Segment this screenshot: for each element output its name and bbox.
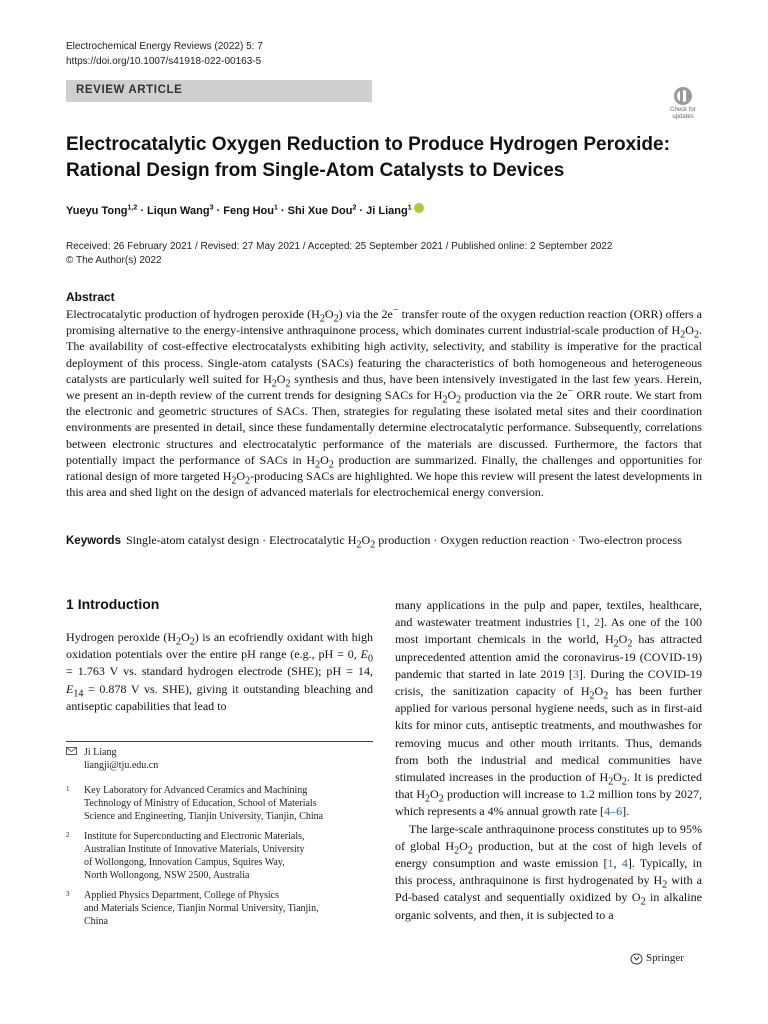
author-name: Feng Hou (223, 205, 274, 217)
publication-dates: Received: 26 February 2021 / Revised: 27 May 2021 / Accepted: 25 September 2021 / Published online: 2 September 2022 © The Author(s) 2022 (66, 241, 613, 266)
publisher-name: Springer (646, 952, 684, 964)
citation-link[interactable]: 4 (621, 856, 628, 871)
author-name: Shi Xue Dou (287, 205, 353, 217)
doi-link[interactable]: https://doi.org/10.1007/s41918-022-00163-5 (66, 56, 262, 67)
intro-paragraph-2: The large-scale anthraquinone process constitutes up to 95% of global $H_2O_2$ production, but at the cost of high levels of energy consumption and waste emission [1, 4]. Typically, in this process, anthraquinone is first hydrogenated by $H_2$ with a Pd-based catalyst and sequentially oxidized by $O_2$ in alkaline organic solvents, and then, it is subjected to a (395, 821, 703, 922)
keywords-label: Keywords (66, 535, 121, 547)
journal-citation: Electrochemical Energy Reviews (2022) 5: 7 (66, 41, 263, 52)
citation-link[interactable]: 1 (607, 856, 614, 871)
paper-title (66, 132, 686, 184)
author-list: Yueyu Tong$^{1,2}$ · Liqun Wang$^3$ · Feng Hou$^1$ · Shi Xue Dou$^2$ · Ji Liang$^1$ (66, 203, 424, 217)
section-heading: 1 Introduction (66, 596, 160, 612)
citation-link[interactable]: 2 (593, 615, 601, 630)
citation-link[interactable]: 3 (572, 666, 579, 681)
intro-right-column (395, 597, 702, 924)
citation-link[interactable]: 4–6 (604, 804, 623, 819)
mail-icon (66, 747, 77, 755)
intro-paragraph-1: many applications in the pulp and paper, textiles, healthcare, and wastewater treatment industries [1, 2]. As one of the 100 most important chemicals in the world, $H_2O_2$ has attracted unprecedented attention amid the coronavirus-19 (COVID-19) pandemic that started in late 2019 [3]. During the COVID-19 crisis, the sanitization capacity of $H_2O_2$ has been further applied for various personal hygiene needs, such as in first-aid kits for minor cuts, antiseptic treatments, and mouthwashes for removing mucus and other mouth irritants. Thus, demands from both the industrial and medical communities have stimulated increases in the production of $H_2O_2$. It is predicted that $H_2O_2$ production will increase to 1.2 million tons by 2027, which represents a 4% annual growth rate [4–6]. (395, 598, 702, 819)
paper-page: Electrochemical Energy Reviews (2022) 5: 7 https://doi.org/10.1007/s41918-022-00163-5 REVIEW ARTICLE Check for updates Electrocatalytic Oxygen Reduction to Produce Hydrogen Peroxide: Rational Design from Single-Atom Catalysts to Devices Yueyu Tong$^{1,2}$ · Liqun Wang$^3$ · Feng Hou$^1$ · Shi Xue Dou$^2$ · Ji Liang$^1$ Received: 26 February 2021 / Revised: 27 May 2021 / Accepted: 25 September 2021 / Published online: 2 September 2022 © The Author(s) 2022 Abstract Electrocatalytic production of hydrogen peroxide $(H_2O_2)$ via the 2e− transfer route of the oxygen reduction reaction (ORR) offers a promising alternative to the energy-intensive anthraquinone process, which dominates current industrial-scale production of $H_2O_2$. The availability of cost-effective electrocatalysts exhibiting high activity, selectivity, and stability is imperative for the practical deployment of this process. Single-atom catalysts (SACs) featuring the characteristics of both homogeneous and heterogeneous catalysts are particularly well suited for $H_2O_2$ synthesis and thus, have been intensively investigated in the last few years. Herein, we present an in-depth review of the current trends for designing SACs for $H_2O_2$ production via the 2e− ORR route. We start from the electronic and geometric structures of SACs. Then, strategies for regulating these isolated metal sites and their coordination environments are presented in detail, since these fundamentally determine electrocatalytic performance. Subsequently, correlations between electronic structures and electrocatalytic performance of the materials are discussed. Furthermore, the factors that potentially impact the performance of SACs in $H_2O_2$ production are summarized. Finally, the challenges and opportunities for rational design of more targeted $H_2O_2$-producing SACs are highlighted. We hope this review will present the latest developments in this area and shed light on the design of advanced materials for electrochemical energy conversion. Keywords Single-atom catalyst design · Electrocatalytic $H_2O_2$ production · Oxygen reduction reaction · Two-electron process 1 Introduction Hydrogen peroxide $(H_2O_2)$ is an ecofriendly oxidant with high oxidation potentials over the entire pH range (e.g., pH = 0, $E_0 = 1.763$ V vs. standard hydrogen electrode (SHE); pH = 14, $E_{14} = 0.878$ V vs. SHE), giving it outstanding bleaching and antiseptic capabilities that lead to Ji Liang liangji@tju.edu.cn 1 Key Laboratory for Advanced Ceramics and Machining Technology of Ministry of Education, School of Materials Science and Engineering, Tianjin University, Tianjin, China 2 Institute for Superconducting and Electronic Materials, Australian Institute of Innovative Materials, University of Wollongong, Innovation Campus, Squires Way, North Wollongong, NSW 2500, Australia 3 Applied Physics Department, College of Physics and Materials Science, Tianjin Normal University, Tianjin, China many applications in the pulp and paper, textiles, healthcare, and wastewater treatment industries [1, 2]. As one of the 100 most important chemicals in the world, $H_2O_2$ has attracted unprecedented attention amid the coronavirus-19 (COVID-19) pandemic that started in late 2019 [3]. During the COVID-19 crisis, the sanitization capacity of $H_2O_2$ has been further applied for various personal hygiene needs, such as in first-aid kits for minor cuts, antiseptic treatments, and mouthwashes for removing mucus and other mouth irritants. Thus, demands from both the industrial and medical communities have stimulated increases in the production of $H_2O_2$. It is predicted that $H_2O_2$ production will increase to 1.2 million tons by 2027, which represents a 4% annual growth rate [4–6]. The large-scale anthraquinone process constitutes up to 95% of global $H_2O_2$ production, but at the cost of high levels of energy consumption and waste emission [1, 4]. Typically, in this process, anthraquinone is first hydrogenated by $H_2$ with a Pd-based catalyst and sequentially oxidized by $O_2$ in alkaline organic solvents, and then, it is subjected to a Springer (66, 41, 703, 964)
citation-link[interactable]: 1 (580, 615, 587, 630)
correspondence-email[interactable]: liangji@tju.edu.cn (84, 760, 159, 771)
springer-logo-icon (630, 953, 643, 965)
title-line-1: Electrocatalytic Oxygen Reduction to Produce Hydrogen Peroxide: (66, 134, 670, 155)
intro-left-column: Hydrogen peroxide $(H_2O_2)$ is an ecofriendly oxidant with high oxidation potentials over the entire pH range (e.g., pH = 0, $E_0 = 1.763$ V vs. standard hydrogen electrode (SHE); pH = 14, $E_{14} = 0.878$ V vs. SHE), giving it outstanding bleaching and antiseptic capabilities that lead to (66, 630, 374, 713)
keywords: Keywords Single-atom catalyst design · Electrocatalytic $H_2O_2$ production · Oxygen reduction reaction · Two-electron process (66, 533, 682, 551)
article-type-banner (66, 80, 372, 102)
article-type-label: REVIEW ARTICLE (76, 84, 183, 96)
correspondence-name: Ji Liang (84, 747, 117, 758)
title-line-2: Rational Design from Single-Atom Catalysts to Devices (66, 160, 565, 181)
author-name: Yueyu Tong (66, 205, 128, 217)
author-name: Ji Liang (366, 205, 408, 217)
check-for-updates-label[interactable]: Check for updates (670, 107, 696, 120)
orcid-icon[interactable] (414, 203, 424, 213)
abstract-body: Electrocatalytic production of hydrogen peroxide $(H_2O_2)$ via the 2e− transfer route of the oxygen reduction reaction (ORR) offers a promising alternative to the energy-intensive anthraquinone process, which dominates current industrial-scale production of $H_2O_2$. The availability of cost-effective electrocatalysts exhibiting high activity, selectivity, and stability is imperative for the practical deployment of this process. Single-atom catalysts (SACs) featuring the characteristics of both homogeneous and heterogeneous catalysts are particularly well suited for $H_2O_2$ synthesis and thus, have been intensively investigated in the last few years. Herein, we present an in-depth review of the current trends for designing SACs for $H_2O_2$ production via the 2e− ORR route. We start from the electronic and geometric structures of SACs. Then, strategies for regulating these isolated metal sites and their coordination environments are presented in detail, since these fundamentally determine electrocatalytic performance. Subsequently, correlations between electronic structures and electrocatalytic performance of the materials are discussed. Furthermore, the factors that potentially impact the performance of SACs in $H_2O_2$ production are summarized. Finally, the challenges and opportunities for rational design of more targeted $H_2O_2$-producing SACs are highlighted. We hope this review will present the latest developments in this area and shed light on the design of advanced materials for electrochemical energy conversion. (66, 304, 703, 500)
footnote-divider (66, 741, 373, 742)
author-name: Liqun Wang (147, 205, 210, 217)
abstract-heading: Abstract (66, 290, 115, 304)
